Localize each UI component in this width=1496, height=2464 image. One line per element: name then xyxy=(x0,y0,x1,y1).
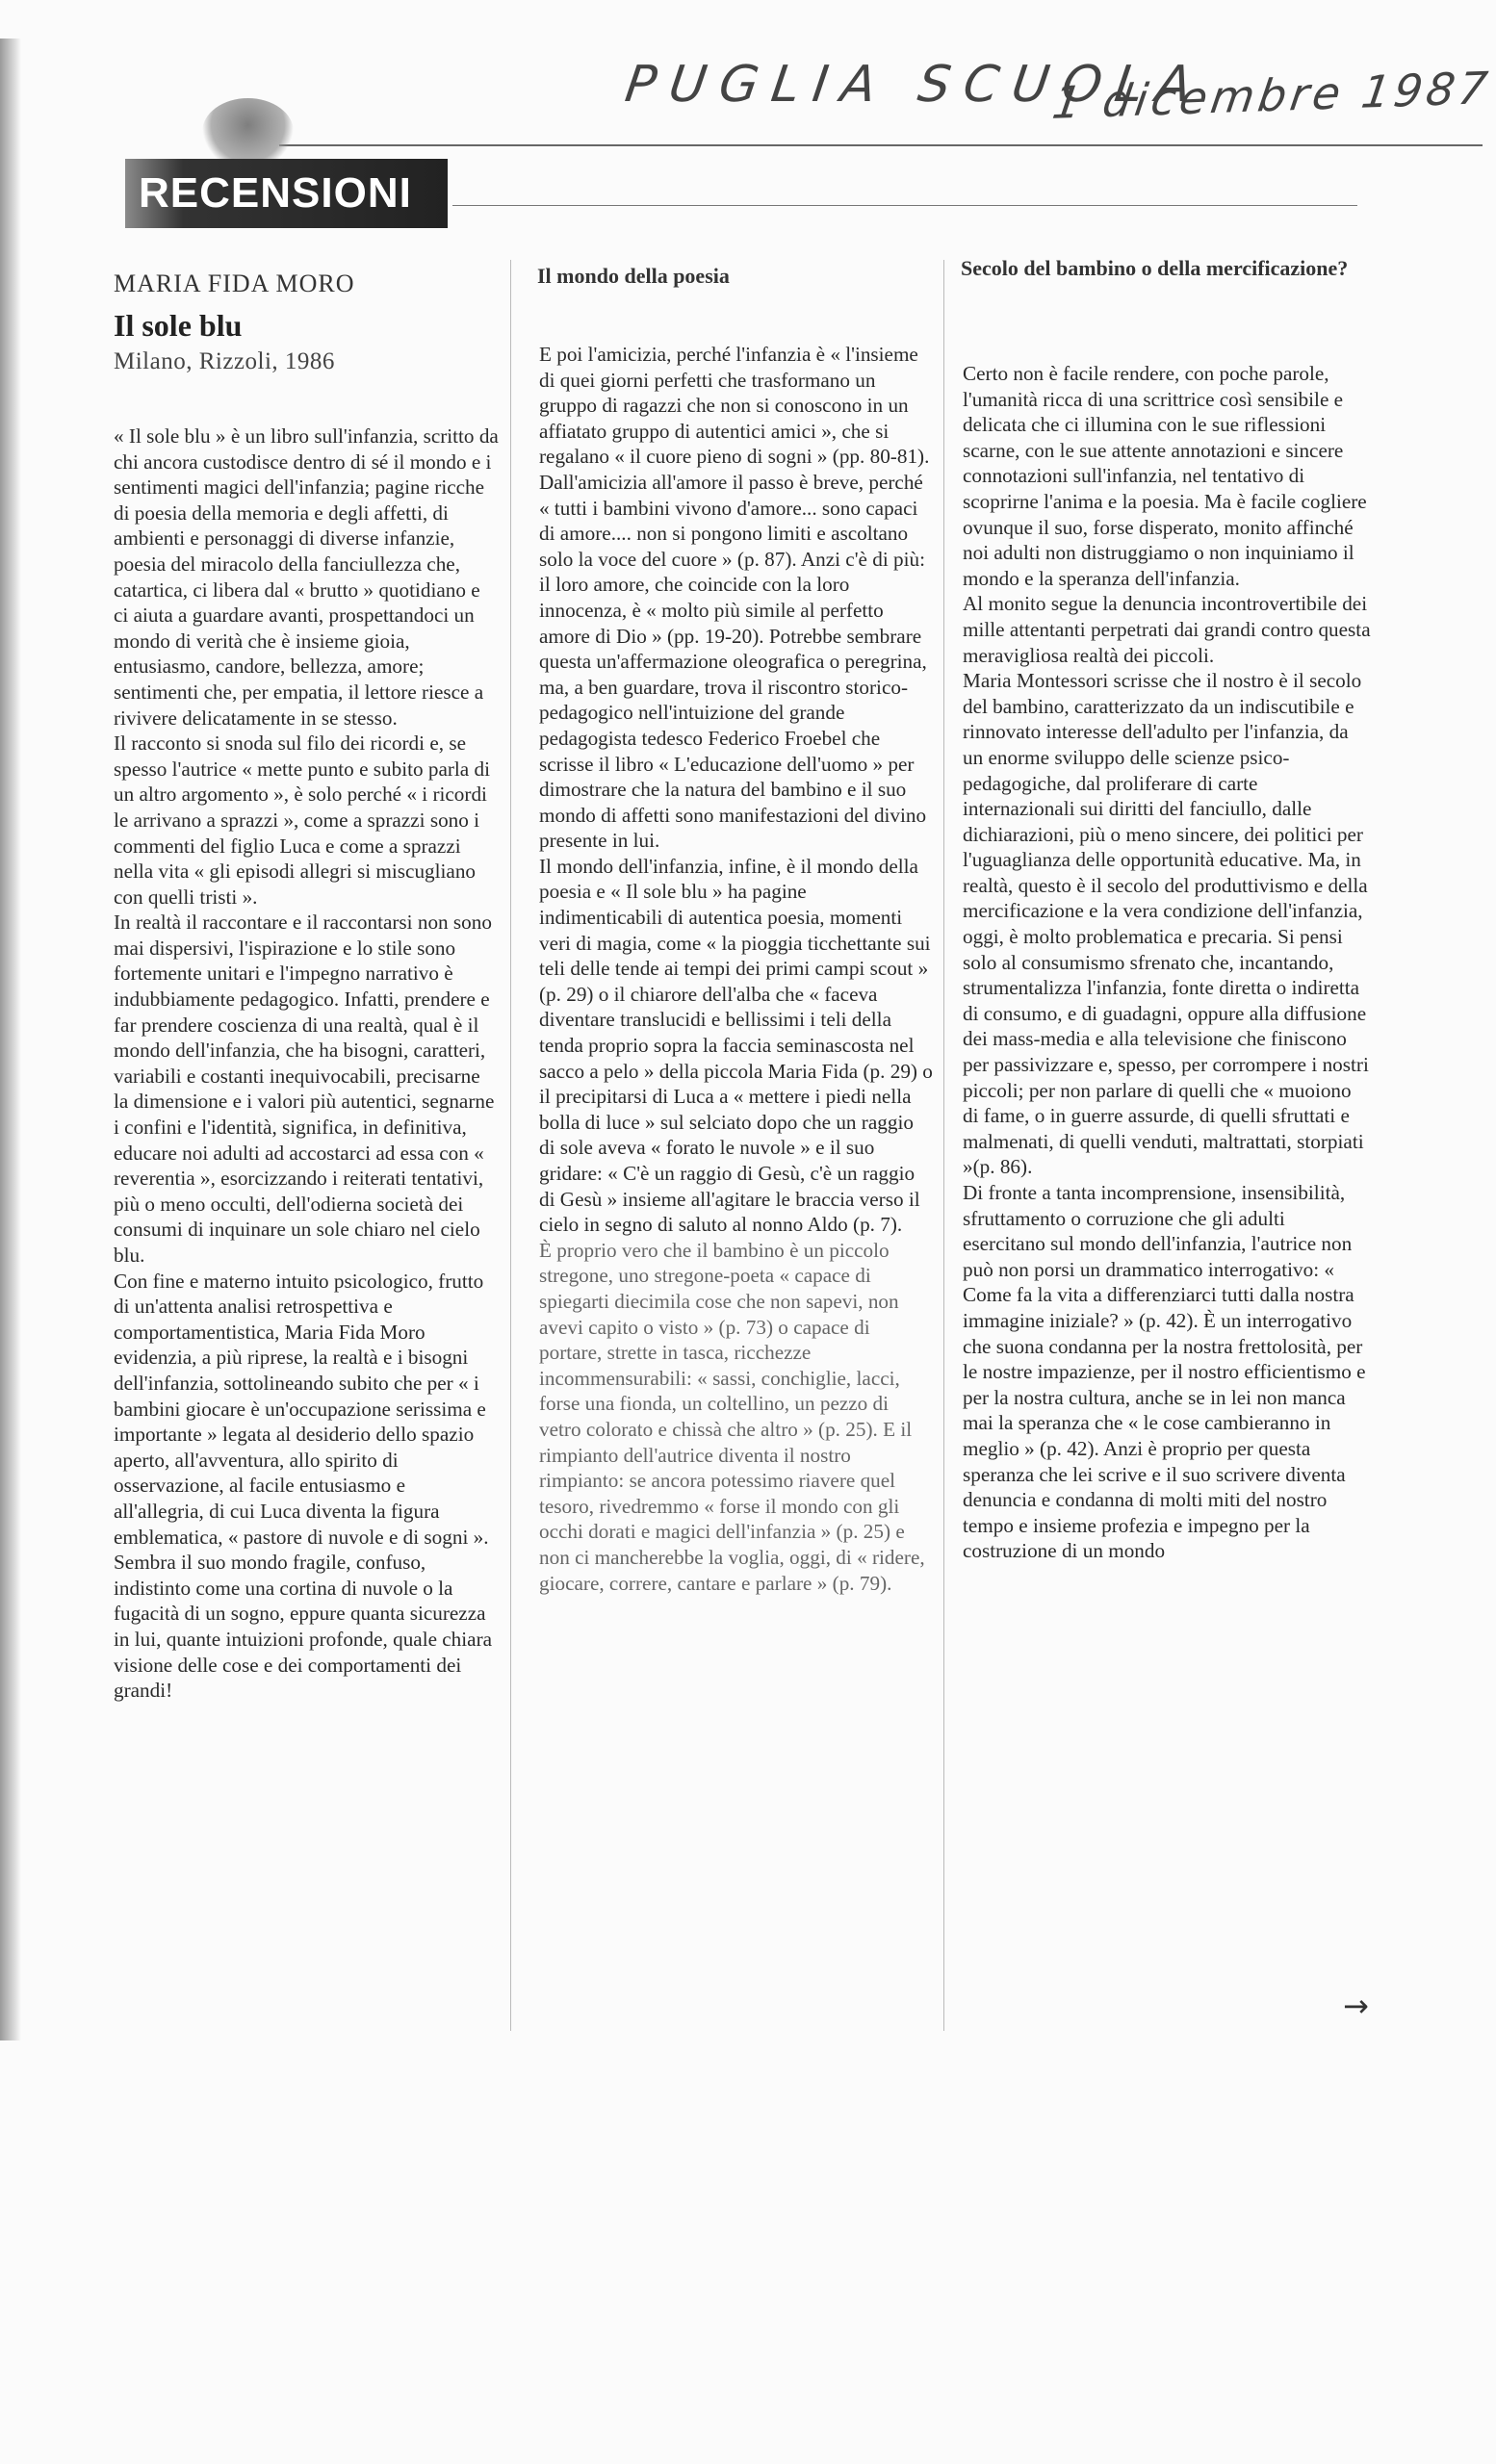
paragraph: « Il sole blu » è un libro sull'infanzia, scritto da chi ancora custodisce dentro di sé il mondo e i sentimenti magici dell'infanzia; pagine ricche di poesia della memoria e degli affetti, di ambienti e personaggi di diverse infanzie, poesia del miracolo della fanciullezza che, catartica, ci libera dal « brutto » quotidiano e ci aiuta a guardare avanti, prospettandoci un mondo di verità che è insieme gioia, entusiasmo, candore, bellezza, amore; sentimenti che, per empatia, il lettore riesce a rivivere delicatamente in se stesso. xyxy=(114,424,499,730)
paragraph: Al monito segue la denuncia incontrovertibile dei mille attentanti perpetrati dai grandi contro questa meravigliosa realtà dei piccoli. xyxy=(963,592,1371,667)
paragraph: Dall'amicizia all'amore il passo è breve, perché « tutti i bambini vivono d'amore... sono capaci di amore.... non si pongono limiti e ascoltano solo la voce del cuore » (p. 87). Anzi c'è di più: il loro amore, che coincide con la loro innocenza, è « molto più simile al perfetto amore di Dio » (pp. 19-20). Potrebbe sembrare questa un'affermazione oleografica o peregrina, ma, a ben guardare, trova il riscontro storico-pedagogico nell'intuizione del grande pedagogista tedesco Federico Froebel che scrisse il libro « L'educazione dell'uomo » per dimostrare che la natura del bambino e il suo mondo di affetti sono manifestazioni del divino presente in lui. xyxy=(539,470,927,853)
paragraph: Certo non è facile rendere, con poche parole, l'umanità ricca di una scrittrice così sensibile e delicata che ci illumina con le sue riflessioni scarne, con le sue attente annotazioni e sincere connotazioni sull'infanzia, nel tentativo di scoprirne l'anima e la poesia. Ma è facile cogliere ovunque il suo, forse disperato, monito affinché noi adulti non distruggiamo o non inquiniamo il mondo e la speranza dell'infanzia. xyxy=(963,362,1367,590)
review-author: MARIA FIDA MORO xyxy=(114,270,355,297)
paragraph: Il racconto si snoda sul filo dei ricordi e, se spesso l'autrice « mette punto e subito parla di un altro argomento », è solo perché « i ricordi le arrivano a sprazzi », come a sprazzi sono i commenti del figlio Luca e come a sprazzi nella vita « gli episodi allegri si miscugliano con quelli tristi ». xyxy=(114,732,490,909)
section-title: RECENSIONI xyxy=(125,159,448,228)
paragraph: E poi l'amicizia, perché l'infanzia è « l'insieme di quei giorni perfetti che trasformano un gruppo di ragazzi che non si conoscono in un affiatato gruppo di autentici amici », che si regalano « il cuore pieno di sogni » (pp. 80-81). xyxy=(539,343,930,469)
review-book-title: Il sole blu xyxy=(114,308,243,343)
paragraph: Di fronte a tanta incomprensione, insensibilità, sfruttamento o corruzione che gli adulti esercitano sul mondo dell'infanzia, l'autrice non può non porsi un drammatico interrogativo: « Come fa la vita a differenziarci tutti dalla nostra immagine iniziale? » (p. 42). È un interrogativo che suona condanna per la nostra frettolosità, per le nostre impazienze, per il nostro efficientismo e per la nostra cultura, anche se in lei non manca mai la speranza che « le cose cambieranno in meglio » (p. 42). Anzi è proprio per questa speranza che lei scrive e il suo scrivere diventa denuncia e condanna di molti miti del nostro tempo e insieme profezia e impegno per la costruzione di un mondo xyxy=(963,1181,1366,1563)
paragraph: Con fine e materno intuito psicologico, frutto di un'attenta analisi retrospettiva e comportamentistica, Maria Fida Moro evidenzia, a più riprese, la realtà e i bisogni dell'infanzia, sottolineando subito che per « i bambini giocare è un'occupazione serissima e importante » legata al desiderio dello spazio aperto, all'avventura, allo spirito di osservazione, al facile entusiasmo e all'allegria, di cui Luca diventa la figura emblematica, « pastore di nuvole e di sogni ». Sembra il suo mondo fragile, confuso, indistinto come una cortina di nuvole o la fugacità di un sogno, eppure quanta sicurezza in lui, quante intuizioni profonde, quale chiara visione delle cose e dei comportamenti dei grandi! xyxy=(114,1269,493,1703)
header-underline xyxy=(452,205,1357,206)
article-column-1 xyxy=(114,424,499,1704)
paragraph: In realtà il raccontare e il raccontarsi non sono mai dispersivi, l'ispirazione e lo stile sono fortemente unitari e l'impegno narrativo è indubbiamente pedagogico. Infatti, prendere e far prendere coscienza di una realtà, qual è il mondo dell'infanzia, che ha bisogni, caratteri, variabili e costanti inequivocabili, precisarne la dimensione e i valori più autentici, segnarne i confini e l'identità, significa, in definitiva, educare noi adulti ad accostarci ad essa con « reverentia », esorcizzando i reiterati tentativi, più o meno occulti, dell'odierna società dei consumi di inquinare un sole chiaro nel cielo blu. xyxy=(114,911,495,1267)
continue-arrow-icon: → xyxy=(1343,1988,1369,2024)
column-divider xyxy=(943,260,944,2031)
header-rule xyxy=(279,144,1483,146)
review-publication: Milano, Rizzoli, 1986 xyxy=(114,348,335,374)
article-column-3 xyxy=(963,361,1372,1564)
paragraph: Maria Montessori scrisse che il nostro è il secolo del bambino, caratterizzato da un indiscutibile e rinnovato interesse dell'adulto per l'infanzia, da un enorme sviluppo delle scienze psico-pedagogiche, dal proliferare di carte internazionali sui diritti del fanciullo, dalle dichiarazioni, più o meno sincere, dei politici per l'uguaglianza delle opportunità educative. Ma, in realtà, questo è il secolo del produttivismo e della mercificazione e la vera condizione dell'infanzia, oggi, è molto problematica e precaria. Si pensi solo al consumismo sfrenato che, incantando, strumentalizza l'infanzia, fonte diretta o indiretta di consumo, e di guadagni, oppure alla diffusione dei mass-media e alla televisione che finiscono per passivizzare e, spesso, per corrompere i nostri piccoli; per non parlare di quelli che « muoiono di fame, o in guerre assurde, di quelli sfruttati e malmenati, di quelli venduti, maltrattati, storpiati »(p. 86). xyxy=(963,669,1369,1179)
handwritten-date: 1 dicembre 1987 xyxy=(1048,62,1495,129)
paragraph: È proprio vero che il bambino è un piccolo stregone, uno stregone-poeta « capace di spiegarti diecimila cose che non sapevi, non avevi capito o visto » (p. 73) o capace di portare, strette in tasca, ricchezze incommensurabili: « sassi, conchiglie, lacci, forse una fionda, un coltellino, un pezzo di vetro colorato e chissà che altro » (p. 25). E il rimpianto dell'autrice diventa il nostro rimpianto: se ancora potessimo riavere quel tesoro, rivedremmo « forse il mondo con gli occhi dorati e magici dell'infanzia » (p. 25) e non ci mancherebbe la voglia, oggi, di « ridere, giocare, correre, cantare e parlare » (p. 79). xyxy=(539,1238,925,1595)
handwritten-source: PUGLIA SCUOLA xyxy=(621,56,1209,114)
article-column-2 xyxy=(539,342,934,1596)
scan-edge-shadow xyxy=(0,38,21,2040)
section-emblem-icon xyxy=(202,98,294,166)
column-divider xyxy=(510,260,511,2031)
column-heading: Il mondo della poesia xyxy=(537,264,730,288)
paragraph: Il mondo dell'infanzia, infine, è il mondo della poesia e « Il sole blu » ha pagine indimenticabili di autentica poesia, momenti veri di magia, come « la pioggia ticchettante sui teli delle tende ai tempi dei primi campi scout » (p. 29) o il chiarore dell'alba che « faceva diventare translucidi e bellissimi i teli della tenda proprio sopra la faccia seminascosta nel sacco a pelo » della piccola Maria Fida (p. 29) o il precipitarsi di Luca a « mettere i piedi nella bolla di luce » sul selciato dopo che un raggio di sole aveva « forato le nuvole » e il suo gridare: « C'è un raggio di Gesù, c'è un raggio di Gesù » insieme all'agitare le braccia verso il cielo in segno di saluto al nonno Aldo (p. 7). xyxy=(539,854,933,1237)
column-heading: Secolo del bambino o della mercificazione? xyxy=(961,256,1349,280)
